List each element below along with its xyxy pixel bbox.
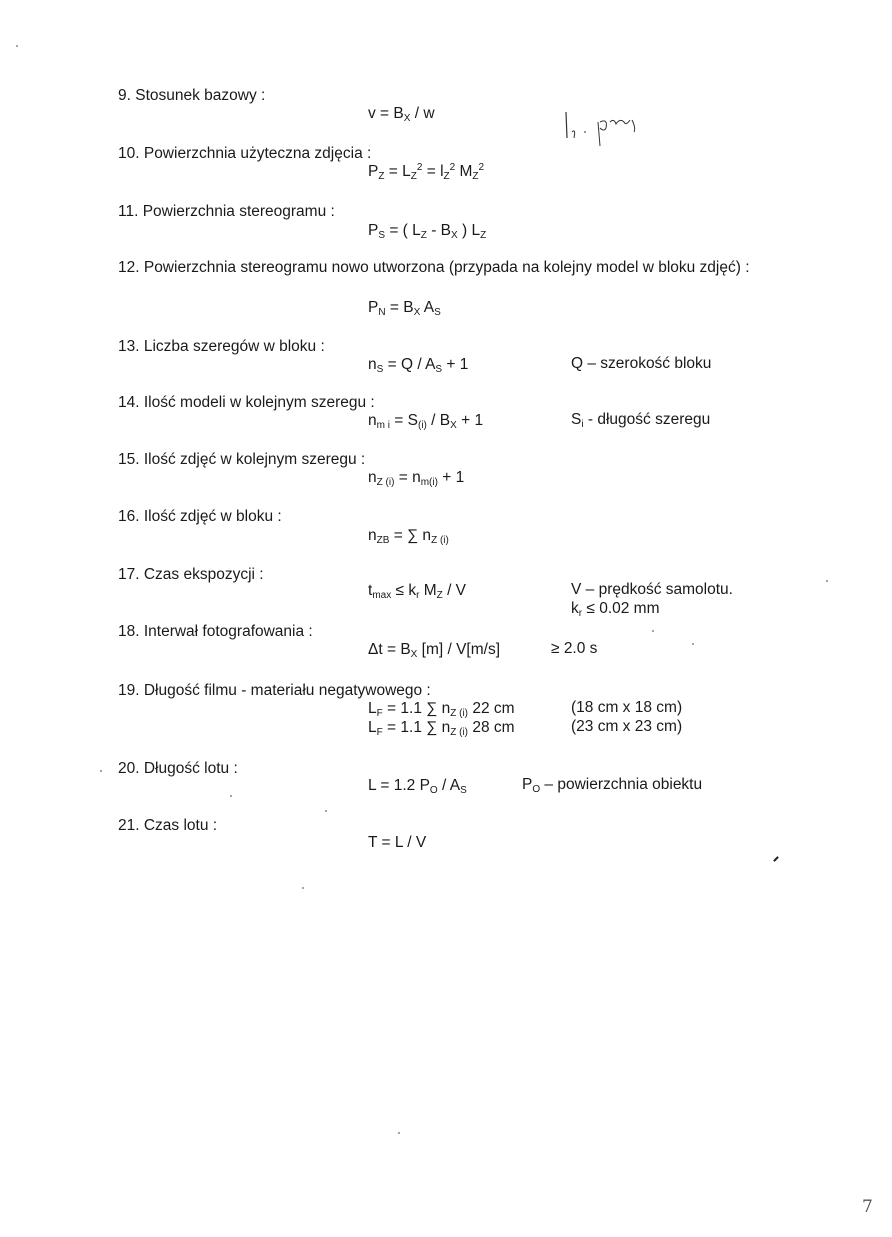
scan-speck xyxy=(398,1132,400,1134)
scan-speck xyxy=(325,810,327,812)
scan-speck xyxy=(302,887,304,889)
item-9-formula: $v = B_X / w$ xyxy=(368,105,435,124)
item-19-note-2: (23 cm x 23 cm) xyxy=(571,718,683,735)
item-15-label: 15. Ilość zdjęć w kolejnym szeregu : xyxy=(118,451,366,468)
item-17-label: 17. Czas ekspozycji : xyxy=(118,566,264,583)
item-14-label: 14. Ilość modeli w kolejnym szeregu : xyxy=(118,394,375,411)
scan-mark xyxy=(773,856,779,862)
item-12-formula: $P_N = B_X$ $A_S$ xyxy=(368,299,441,318)
item-21-formula: T = L / V xyxy=(368,834,427,851)
item-20-label: 20. Długość lotu : xyxy=(118,760,238,777)
item-19-formula-1: $L_F = 1.1$ ∑ $n_{Z (i)}$ 22 cm xyxy=(368,700,515,719)
item-15-formula: $n_{Z (i)} = n_{m(i)} + 1$ xyxy=(368,469,465,488)
scan-speck xyxy=(692,643,694,645)
scan-speck xyxy=(230,795,232,797)
item-21-label: 21. Czas lotu : xyxy=(118,817,218,834)
scan-speck xyxy=(652,630,654,632)
item-9-label: 9. Stosunek bazowy : xyxy=(118,87,266,104)
page-number: 7 xyxy=(862,1197,873,1217)
item-12-label: 12. Powierzchnia stereogramu nowo utworzona (przypada na kolejny model w bloku zdjęć) : xyxy=(118,259,750,276)
item-13-formula: $n_S = Q / A_S + 1$ xyxy=(368,356,469,375)
item-11-label: 11. Powierzchnia stereogramu : xyxy=(118,203,335,220)
scan-speck xyxy=(100,770,102,772)
item-17-note2: $k_r \le 0.02$ mm xyxy=(571,600,660,619)
item-10-formula: $P_Z = L_Z^2 = l_Z^2$ $M_Z^2$ xyxy=(368,162,485,182)
item-20-note: $P_O$ – powierzchnia obiektu xyxy=(522,776,703,795)
item-17-formula: $t_{max} \le k_r$ $M_Z$ / V xyxy=(368,582,467,601)
item-13-note: Q – szerokość bloku xyxy=(571,355,712,372)
item-20-formula: L = 1.2 $P_O / A_S$ xyxy=(368,777,467,796)
item-19-formula-2: $L_F = 1.1$ ∑ $n_{Z (i)}$ 28 cm xyxy=(368,719,515,738)
scan-speck xyxy=(16,45,18,47)
item-19-note-1: (18 cm x 18 cm) xyxy=(571,699,683,716)
item-14-formula: $n_{m i} = S_{(i)} / B_X + 1$ xyxy=(368,412,484,431)
item-18-note: ≥ 2.0 s xyxy=(551,640,598,657)
item-18-label: 18. Interwał fotografowania : xyxy=(118,623,313,640)
item-11-formula: $P_S$ = ( $L_Z - B_X$ ) $L_Z$ xyxy=(368,222,487,241)
item-14-note: $S_i$ - długość szeregu xyxy=(571,411,711,430)
item-18-formula: $\Delta t = B_X$ [m] / V[m/s] xyxy=(368,641,501,660)
item-10-label: 10. Powierzchnia użyteczna zdjęcia : xyxy=(118,145,372,162)
item-13-label: 13. Liczba szeregów w bloku : xyxy=(118,338,325,355)
scan-speck xyxy=(826,580,828,582)
item-16-formula: $n_{ZB}$ = ∑ $n_{Z (i)}$ xyxy=(368,527,449,546)
item-19-label: 19. Długość filmu - materiału negatywowego : xyxy=(118,682,431,699)
item-17-note: V – prędkość samolotu. xyxy=(571,581,733,598)
item-16-label: 16. Ilość zdjęć w bloku : xyxy=(118,508,282,525)
handwritten-annotation-icon xyxy=(560,108,650,148)
